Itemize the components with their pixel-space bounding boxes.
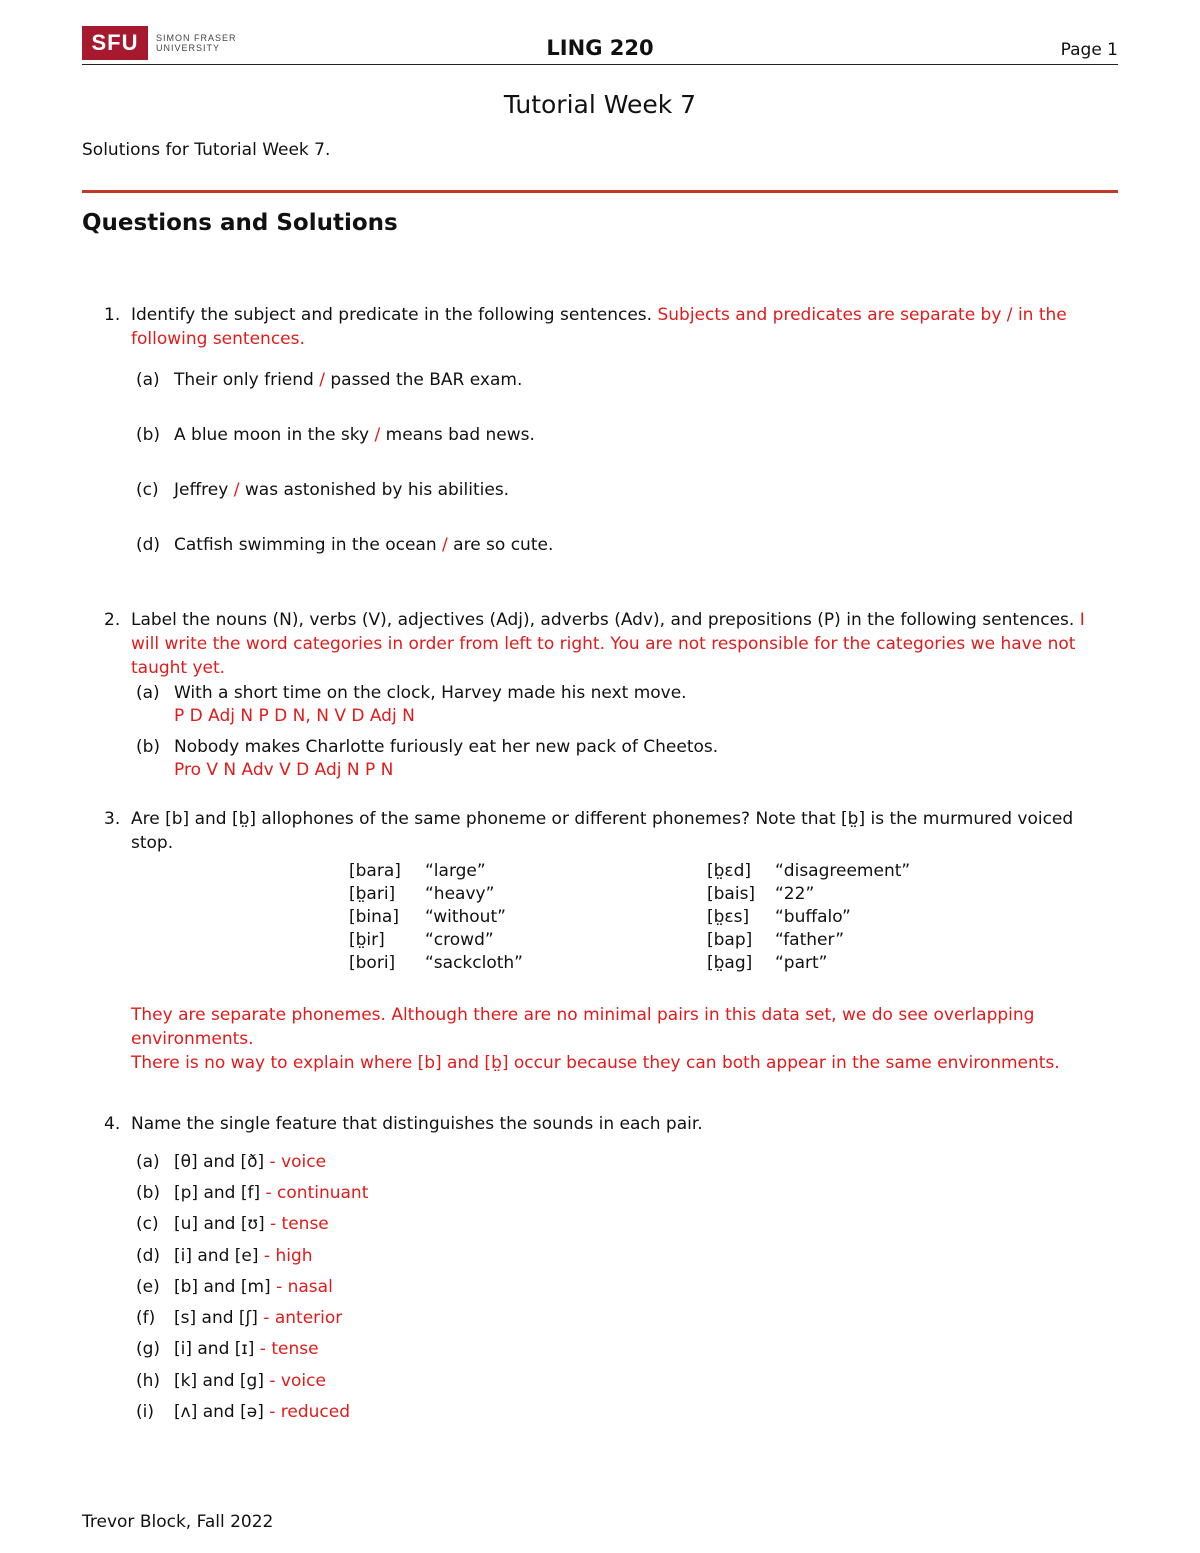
q4-item-b [136,1182,368,1205]
gloss: “large” [425,861,486,881]
predicate: means bad news. [385,425,535,445]
sound-pair: [p] and [f] [174,1183,261,1203]
data-row [707,883,910,906]
section-rule [82,190,1118,193]
q4-item-e [136,1276,333,1299]
form: [bori] [349,953,396,973]
sound-pair: [b] and [m] [174,1277,271,1297]
question-3 [104,807,1118,855]
course-title: LING 220 [546,36,654,60]
feature-answer: - continuant [265,1183,369,1203]
question-prompt: Name the single feature that distinguishes the sounds in each pair. [131,1114,703,1134]
data-row [349,929,523,952]
answer-line-2: There is no way to explain where [b] and [b̤] occur because they can both appear in the same environments. [131,1053,1060,1073]
question-number: 3. [104,809,121,829]
q4-item-a [136,1151,326,1174]
sentence: Nobody makes Charlotte furiously eat her new pack of Cheetos. [174,737,719,757]
logo-line-1: SIMON FRASER [156,33,237,43]
q2-item-a [136,682,687,726]
q4-item-h [136,1370,326,1393]
q3-answer [131,1003,1121,1075]
subject: Jeffrey [174,480,229,500]
gloss: “crowd” [425,930,494,950]
gloss: “heavy” [425,884,495,904]
question-prompt: Label the nouns (N), verbs (V), adjectives (Adj), adverbs (Adv), and prepositions (P) in the following sentences. [131,610,1075,630]
data-table-left [349,860,523,975]
gloss: “without” [425,907,506,927]
feature-answer: - high [263,1246,313,1266]
separator: / [319,370,325,390]
item-label: (a) [136,683,160,703]
q1-item-a [136,369,522,392]
sound-pair: [i] and [e] [174,1246,259,1266]
separator: / [233,480,240,500]
section-heading: Questions and Solutions [82,210,398,236]
data-row [707,860,910,883]
intro-text: Solutions for Tutorial Week 7. [82,140,331,160]
category-tags: Pro V N Adv V D Adj N P N [174,760,394,780]
q1-item-c [136,479,509,502]
question-text [131,303,1118,351]
data-row [349,883,523,906]
q4-item-c [136,1213,329,1236]
logo-line-2: UNIVERSITY [156,43,221,53]
feature-answer: - tense [270,1214,329,1234]
question-prompt: Identify the subject and predicate in the following sentences. [131,305,653,325]
gloss: “sackcloth” [425,953,523,973]
item-label: (d) [136,535,161,555]
predicate: was astonished by his abilities. [244,480,510,500]
page-number: Page 1 [1060,40,1118,60]
item-label: (i) [136,1402,154,1422]
question-text [131,608,1118,680]
question-prompt: Are [b] and [b̤] allophones of the same phoneme or different phonemes? Note that [b̤] is the murmured voiced stop. [131,809,1074,853]
subject: A blue moon in the sky [174,425,370,445]
sound-pair: [θ] and [ð] [174,1152,265,1172]
category-tags: P D Adj N P D N, N V D Adj N [174,706,415,726]
subject: Catfish swimming in the ocean [174,535,437,555]
item-label: (a) [136,370,160,390]
data-table-right [707,860,910,975]
item-label: (d) [136,1246,161,1266]
q4-item-g [136,1338,319,1361]
page-title: Tutorial Week 7 [503,90,697,119]
feature-answer: - nasal [276,1277,333,1297]
item-label: (a) [136,1152,160,1172]
feature-answer: - reduced [269,1402,351,1422]
sound-pair: [u] and [ʊ] [174,1214,265,1234]
form: [bara] [349,861,401,881]
form: [b̤ari] [349,884,396,904]
feature-answer: - voice [269,1152,327,1172]
q4-item-i [136,1401,350,1424]
footer-author: Trevor Block, Fall 2022 [82,1512,274,1532]
sentence: With a short time on the clock, Harvey made his next move. [174,683,687,703]
gloss: “father” [775,930,845,950]
q2-item-b [136,736,719,780]
form: [b̤ir] [349,930,385,950]
item-label: (b) [136,425,161,445]
header-rule [82,64,1118,65]
form: [b̤ag] [707,953,753,973]
form: [bina] [349,907,399,927]
q1-item-d [136,534,553,557]
item-label: (h) [136,1371,161,1391]
q4-item-d [136,1245,313,1268]
answer-text: Subjects and predicates are separate by / in the following sentences. [131,305,1067,349]
predicate: are so cute. [453,535,554,555]
gloss: “buffalo” [775,907,851,927]
sound-pair: [ʌ] and [ə] [174,1402,264,1422]
subject: Their only friend [174,370,314,390]
item-label: (g) [136,1339,161,1359]
question-1 [104,303,1118,351]
data-row [349,906,523,929]
answer-line-1: They are separate phonemes. Although there are no minimal pairs in this data set, we do see overlapping environments. [131,1005,1035,1049]
data-row [349,860,523,883]
question-number: 1. [104,305,121,325]
data-row [349,952,523,975]
feature-answer: - anterior [263,1308,343,1328]
item-label: (b) [136,1183,161,1203]
feature-answer: - tense [259,1339,319,1359]
data-row [707,952,910,975]
gloss: “part” [775,953,828,973]
data-row [707,929,910,952]
logo-mark: SFU [82,26,148,60]
question-2 [104,608,1118,680]
question-number: 2. [104,610,121,630]
question-4 [104,1112,1118,1136]
item-label: (c) [136,1214,159,1234]
sound-pair: [s] and [ʃ] [174,1308,258,1328]
separator: / [374,425,381,445]
item-label: (f) [136,1308,156,1328]
item-label: (e) [136,1277,160,1297]
sound-pair: [k] and [g] [174,1371,264,1391]
answer-text: I will write the word categories in order from left to right. You are not responsible for the categories we have not taught yet. [131,610,1085,678]
form: [b̤ɛd] [707,861,752,881]
q4-item-f [136,1307,342,1330]
item-label: (b) [136,737,161,757]
q1-item-b [136,424,535,447]
form: [bais] [707,884,756,904]
gloss: “disagreement” [775,861,911,881]
data-row [707,906,910,929]
form: [b̤ɛs] [707,907,750,927]
feature-answer: - voice [269,1371,326,1391]
separator: / [442,535,448,555]
question-number: 4. [104,1114,121,1134]
sound-pair: [i] and [ɪ] [174,1339,255,1359]
item-label: (c) [136,480,159,500]
form: [bap] [707,930,753,950]
gloss: “22” [775,884,815,904]
predicate: passed the BAR exam. [330,370,523,390]
